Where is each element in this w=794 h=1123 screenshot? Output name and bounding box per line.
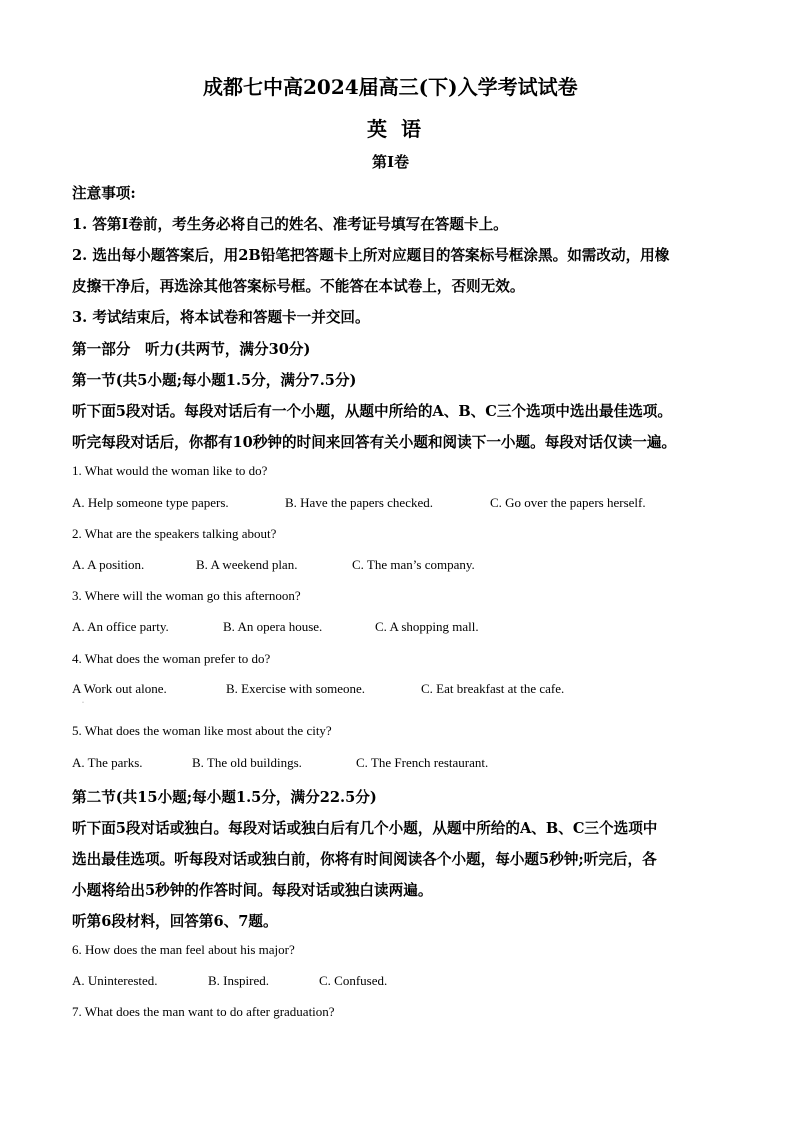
notice-heading: 注意事项: bbox=[72, 185, 136, 202]
question-2: 2. What are the speakers talking about? bbox=[72, 526, 277, 541]
question-3: 3. Where will the woman go this afternoon? bbox=[72, 588, 301, 603]
question-5-option-c: C. The French restaurant. bbox=[356, 755, 489, 770]
question-1-option-a: A. Help someone type papers. bbox=[72, 495, 229, 510]
question-4-option-a: A Work out alone. bbox=[72, 681, 167, 696]
notice-item-2-line-2: 皮擦干净后，再选涂其他答案标号框。不能答在本试卷上，否则无效。 bbox=[72, 278, 525, 295]
section2-instructions-line-1: 听下面5段对话或独白。每段对话或独白后有几个小题，从题中所给的A、B、C三个选项中 bbox=[72, 820, 658, 837]
question-6-option-a: A. Uninterested. bbox=[72, 973, 158, 988]
question-4-option-c: C. Eat breakfast at the cafe. bbox=[421, 681, 565, 696]
material-6-heading: 听第6段材料，回答第6、7题。 bbox=[72, 913, 278, 930]
volume-label: 第Ⅰ卷 bbox=[372, 153, 410, 171]
question-6-option-b: B. Inspired. bbox=[208, 973, 270, 988]
question-3-option-c: C. A shopping mall. bbox=[375, 619, 479, 634]
question-5-option-b: B. The old buildings. bbox=[192, 755, 302, 770]
question-2-option-b: B. A weekend plan. bbox=[196, 557, 298, 572]
section2-instructions-line-3: 小题将给出5秒钟的作答时间。每段对话或独白读两遍。 bbox=[72, 882, 433, 899]
question-4: 4. What does the woman prefer to do? bbox=[72, 651, 271, 666]
section1-heading: 第一节(共5小题;每小题1.5分，满分7.5分) bbox=[72, 372, 357, 389]
section2-heading: 第二节(共15小题;每小题1.5分，满分22.5分) bbox=[72, 789, 377, 806]
part1-heading: 第一部分 听力(共两节，满分30分) bbox=[72, 341, 311, 358]
question-6: 6. How does the man feel about his major? bbox=[72, 942, 295, 957]
question-2-option-a: A. A position. bbox=[72, 557, 145, 572]
question-4-option-b: B. Exercise with someone. bbox=[226, 681, 365, 696]
notice-item-2-line-1: 2. 选出每小题答案后，用2B铅笔把答题卡上所对应题目的答案标号框涂黑。如需改动，用橡 bbox=[72, 247, 670, 264]
question-7: 7. What does the man want to do after graduation? bbox=[72, 1004, 335, 1019]
stray-mark: · bbox=[82, 700, 84, 706]
subject-title: 英语 bbox=[367, 117, 435, 141]
question-2-option-c: C. The man’s company. bbox=[352, 557, 475, 572]
notice-item-3: 3. 考试结束后，将本试卷和答题卡一并交回。 bbox=[72, 309, 370, 326]
section1-instructions-line-1: 听下面5段对话。每段对话后有一个小题，从题中所给的A、B、C三个选项中选出最佳选项。 bbox=[72, 403, 672, 420]
question-1-option-c: C. Go over the papers herself. bbox=[490, 495, 646, 510]
section2-instructions-line-2: 选出最佳选项。听每段对话或独白前，你将有时间阅读各个小题，每小题5秒钟;听完后，各 bbox=[72, 851, 657, 868]
question-1: 1. What would the woman like to do? bbox=[72, 463, 268, 478]
question-1-option-b: B. Have the papers checked. bbox=[285, 495, 433, 510]
question-6-option-c: C. Confused. bbox=[319, 973, 388, 988]
notice-item-1: 1. 答第Ⅰ卷前，考生务必将自己的姓名、准考证号填写在答题卡上。 bbox=[72, 216, 508, 233]
question-3-option-a: A. An office party. bbox=[72, 619, 169, 634]
question-5: 5. What does the woman like most about the city? bbox=[72, 723, 332, 738]
section1-instructions-line-2: 听完每段对话后，你都有10秒钟的时间来回答有关小题和阅读下一小题。每段对话仅读一遍。 bbox=[72, 434, 677, 451]
question-3-option-b: B. An opera house. bbox=[223, 619, 323, 634]
question-5-option-a: A. The parks. bbox=[72, 755, 143, 770]
exam-title: 成都七中高2024届高三(下)入学考试试卷 bbox=[203, 75, 578, 99]
